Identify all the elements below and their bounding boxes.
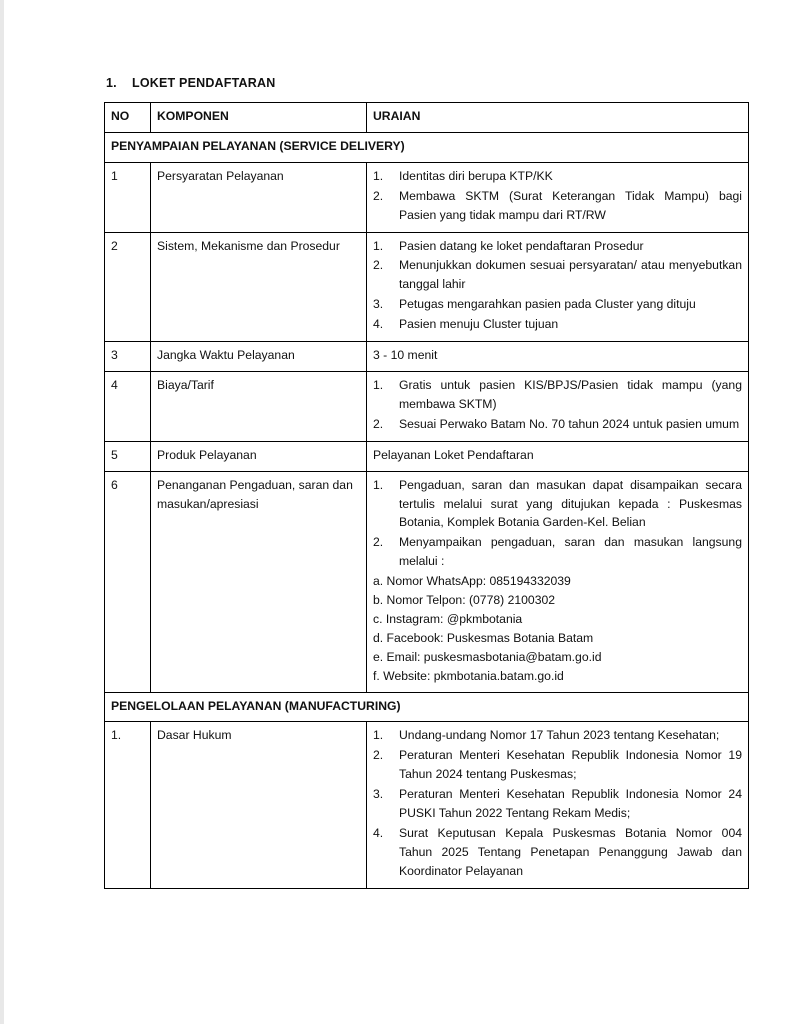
list-item: 1. Pasien datang ke loket pendaftaran Prosedur <box>373 238 644 253</box>
list-item: 2. Menunjukkan dokumen sesuai persyaratan/ atau menyebutkan tanggal lahir <box>373 258 742 292</box>
list-item: 2. Membawa SKTM (Surat Keterangan Tidak Mampu) bagi Pasien yang tidak mampu dari RT/RW <box>373 188 742 222</box>
row-komponen: Sistem, Mekanisme dan Prosedur <box>151 232 367 342</box>
row-no: 6 <box>105 471 151 692</box>
list-item: d. Facebook: Puskesmas Botania Batam <box>373 630 594 645</box>
list-item: 2. Menyampaikan pengaduan, saran dan masukan langsung melalui : <box>373 535 742 569</box>
page-title-number: 1. <box>106 76 117 90</box>
row-uraian <box>367 232 749 342</box>
section-label-manufacturing: PENGELOLAAN PELAYANAN (MANUFACTURING) <box>105 692 749 722</box>
column-header-komponen: KOMPONEN <box>151 103 367 133</box>
table-header-row <box>105 103 749 133</box>
column-header-uraian: URAIAN <box>367 103 749 133</box>
row-no: 1 <box>105 162 151 232</box>
list-item: f. Website: pkmbotania.batam.go.id <box>373 668 564 683</box>
row-uraian <box>367 162 749 232</box>
table-row <box>105 342 749 372</box>
list-item: 3. Peraturan Menteri Kesehatan Republik Indonesia Nomor 24 PUSKI Tahun 2022 Tentang Rekam Medis; <box>373 787 742 821</box>
list-item: 3. Petugas mengarahkan pasien pada Cluster yang dituju <box>373 297 696 312</box>
table-row <box>105 232 749 342</box>
row-komponen: Jangka Waktu Pelayanan <box>151 342 367 372</box>
row-komponen: Biaya/Tarif <box>151 371 367 441</box>
row-komponen: Penanganan Pengaduan, saran dan masukan/apresiasi <box>151 471 367 692</box>
table-row <box>105 371 749 441</box>
section-label-service-delivery: PENYAMPAIAN PELAYANAN (SERVICE DELIVERY) <box>105 132 749 162</box>
row-no: 1. <box>105 722 151 888</box>
row-no: 5 <box>105 441 151 471</box>
list-item: 1. Undang-undang Nomor 17 Tahun 2023 tentang Kesehatan; <box>373 728 720 743</box>
page-title <box>104 76 748 90</box>
section-header-row <box>105 132 749 162</box>
list-item: c. Instagram: @pkmbotania <box>373 611 523 626</box>
list-item: e. Email: puskesmasbotania@batam.go.id <box>373 649 602 664</box>
row-uraian: Pelayanan Loket Pendaftaran <box>367 441 749 471</box>
row-no: 2 <box>105 232 151 342</box>
section-header-row <box>105 692 749 722</box>
list-item: a. Nomor WhatsApp: 085194332039 <box>373 574 571 589</box>
page-left-edge <box>0 0 4 1024</box>
row-no: 4 <box>105 371 151 441</box>
table-row <box>105 471 749 692</box>
row-komponen: Dasar Hukum <box>151 722 367 888</box>
row-no: 3 <box>105 342 151 372</box>
row-uraian <box>367 471 749 692</box>
list-item: 4. Surat Keputusan Kepala Puskesmas Botania Nomor 004 Tahun 2025 Tentang Penetapan Penanggung Jawab dan Koordinator Pelayanan <box>373 826 742 878</box>
list-item: b. Nomor Telpon: (0778) 2100302 <box>373 593 556 608</box>
row-uraian: 3 - 10 menit <box>367 342 749 372</box>
column-header-no: NO <box>105 103 151 133</box>
table-row <box>105 722 749 888</box>
list-item: 4. Pasien menuju Cluster tujuan <box>373 317 559 332</box>
table-row <box>105 162 749 232</box>
list-item: 1. Pengaduan, saran dan masukan dapat disampaikan secara tertulis melalui surat yang ditujukan kepada : Puskesmas Botania, Komplek Botania Garden-Kel. Belian <box>373 477 742 530</box>
row-komponen: Produk Pelayanan <box>151 441 367 471</box>
list-item: 2. Peraturan Menteri Kesehatan Republik Indonesia Nomor 19 Tahun 2024 tentang Puskesmas; <box>373 748 742 782</box>
row-komponen: Persyaratan Pelayanan <box>151 162 367 232</box>
service-standard-table <box>104 102 749 889</box>
list-item: 2. Sesuai Perwako Batam No. 70 tahun 2024 untuk pasien umum <box>373 416 740 431</box>
list-item: 1. Identitas diri berupa KTP/KK <box>373 168 553 183</box>
row-uraian <box>367 722 749 888</box>
page-title-text: LOKET PENDAFTARAN <box>132 76 276 90</box>
table-row <box>105 441 749 471</box>
row-uraian <box>367 371 749 441</box>
list-item: 1. Gratis untuk pasien KIS/BPJS/Pasien tidak mampu (yang membawa SKTM) <box>373 377 742 411</box>
